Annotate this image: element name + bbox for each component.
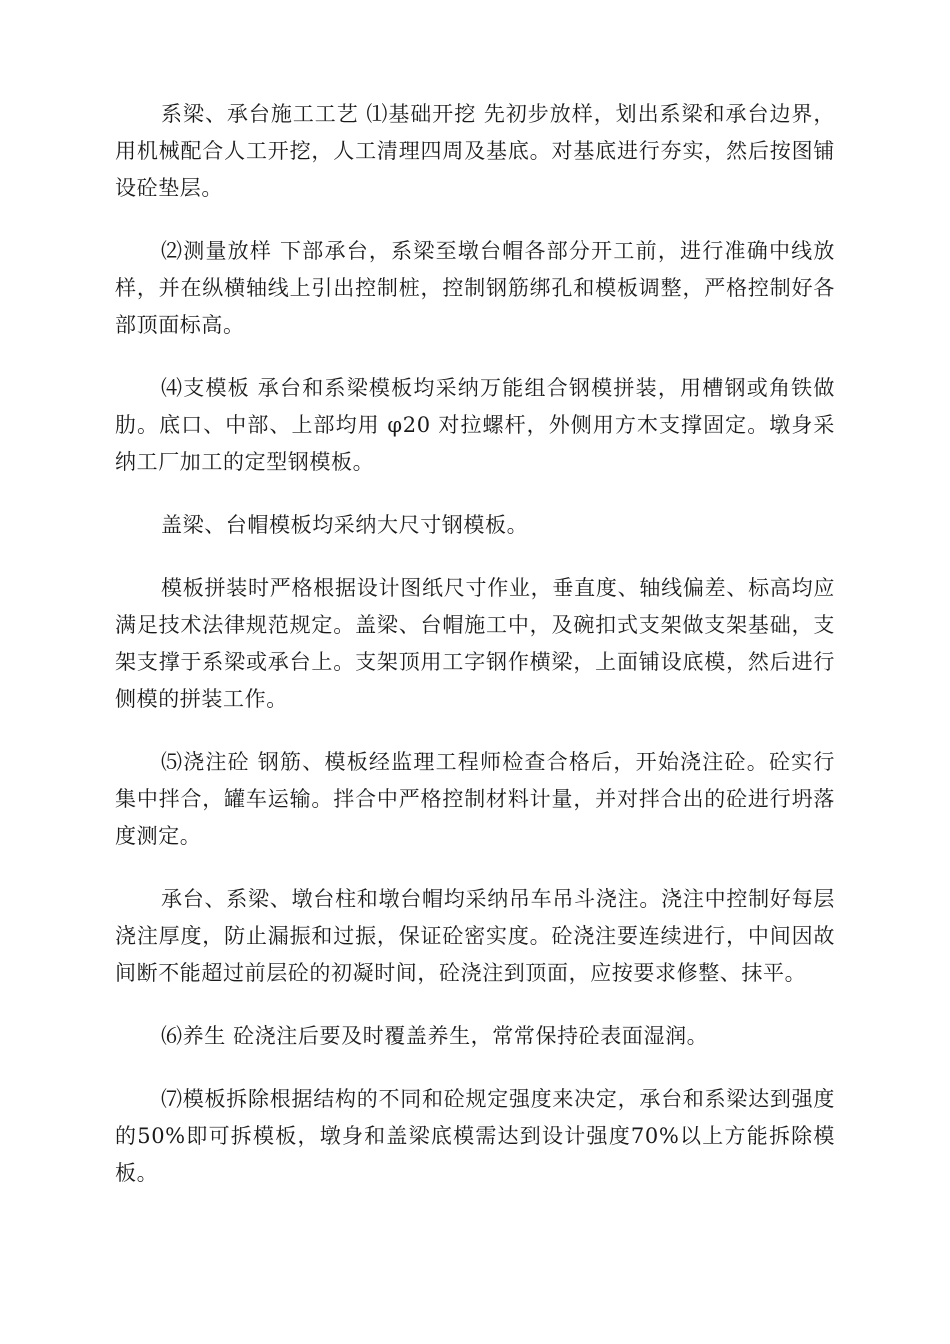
paragraph-concrete-pouring: ⑸浇注砼 钢筋、模板经监理工程师检查合格后，开始浇注砼。砼实行集中拌合，罐车运输。拌合中严格控制材料计量，并对拌合出的砼进行坍落度测定。 bbox=[115, 750, 835, 848]
paragraph-survey-layout: ⑵测量放样 下部承台，系梁至墩台帽各部分开工前，进行准确中线放样，并在纵横轴线上引出控制桩，控制钢筋绑孔和模板调整，严格控制好各部顶面标高。 bbox=[115, 239, 835, 337]
paragraph-curing: ⑹养生 砼浇注后要及时覆盖养生，常常保持砼表面湿润。 bbox=[161, 1024, 709, 1048]
paragraph-pouring-control: 承台、系梁、墩台柱和墩台帽均采纳吊车吊斗浇注。浇注中控制好每层浇注厚度，防止漏振和过振，保证砼密实度。砼浇注要连续进行，中间因故间断不能超过前层砼的初凝时间，砼浇注到顶面，应按要求修整、抹平。 bbox=[115, 887, 835, 985]
paragraph-cap-beam-formwork: 盖梁、台帽模板均采纳大尺寸钢模板。 bbox=[161, 513, 529, 537]
paragraph-foundation-excavation: 系梁、承台施工工艺 ⑴基础开挖 先初步放样，划出系梁和承台边界，用机械配合人工开挖，人工清理四周及基底。对基底进行夯实，然后按图铺设砼垫层。 bbox=[115, 102, 835, 200]
paragraph-formwork-removal: ⑺模板拆除根据结构的不同和砼规定强度来决定，承台和系梁达到强度的50%即可拆模板，墩身和盖梁底模需达到设计强度70%以上方能拆除模板。 bbox=[115, 1087, 835, 1185]
paragraph-formwork-support: ⑷支模板 承台和系梁模板均采纳万能组合钢模拼装，用槽钢或角铁做肋。底口、中部、上部均用 φ20 对拉螺杆，外侧用方木支撑固定。墩身采纳工厂加工的定型钢模板。 bbox=[115, 376, 835, 474]
document-body bbox=[115, 96, 835, 1218]
paragraph-formwork-assembly: 模板拼装时严格根据设计图纸尺寸作业，垂直度、轴线偏差、标高均应满足技术法律规范规定。盖梁、台帽施工中，及碗扣式支架做支架基础，支架支撑于系梁或承台上。支架顶用工字钢作横梁，上面铺设底模，然后进行侧模的拼装工作。 bbox=[115, 576, 835, 711]
